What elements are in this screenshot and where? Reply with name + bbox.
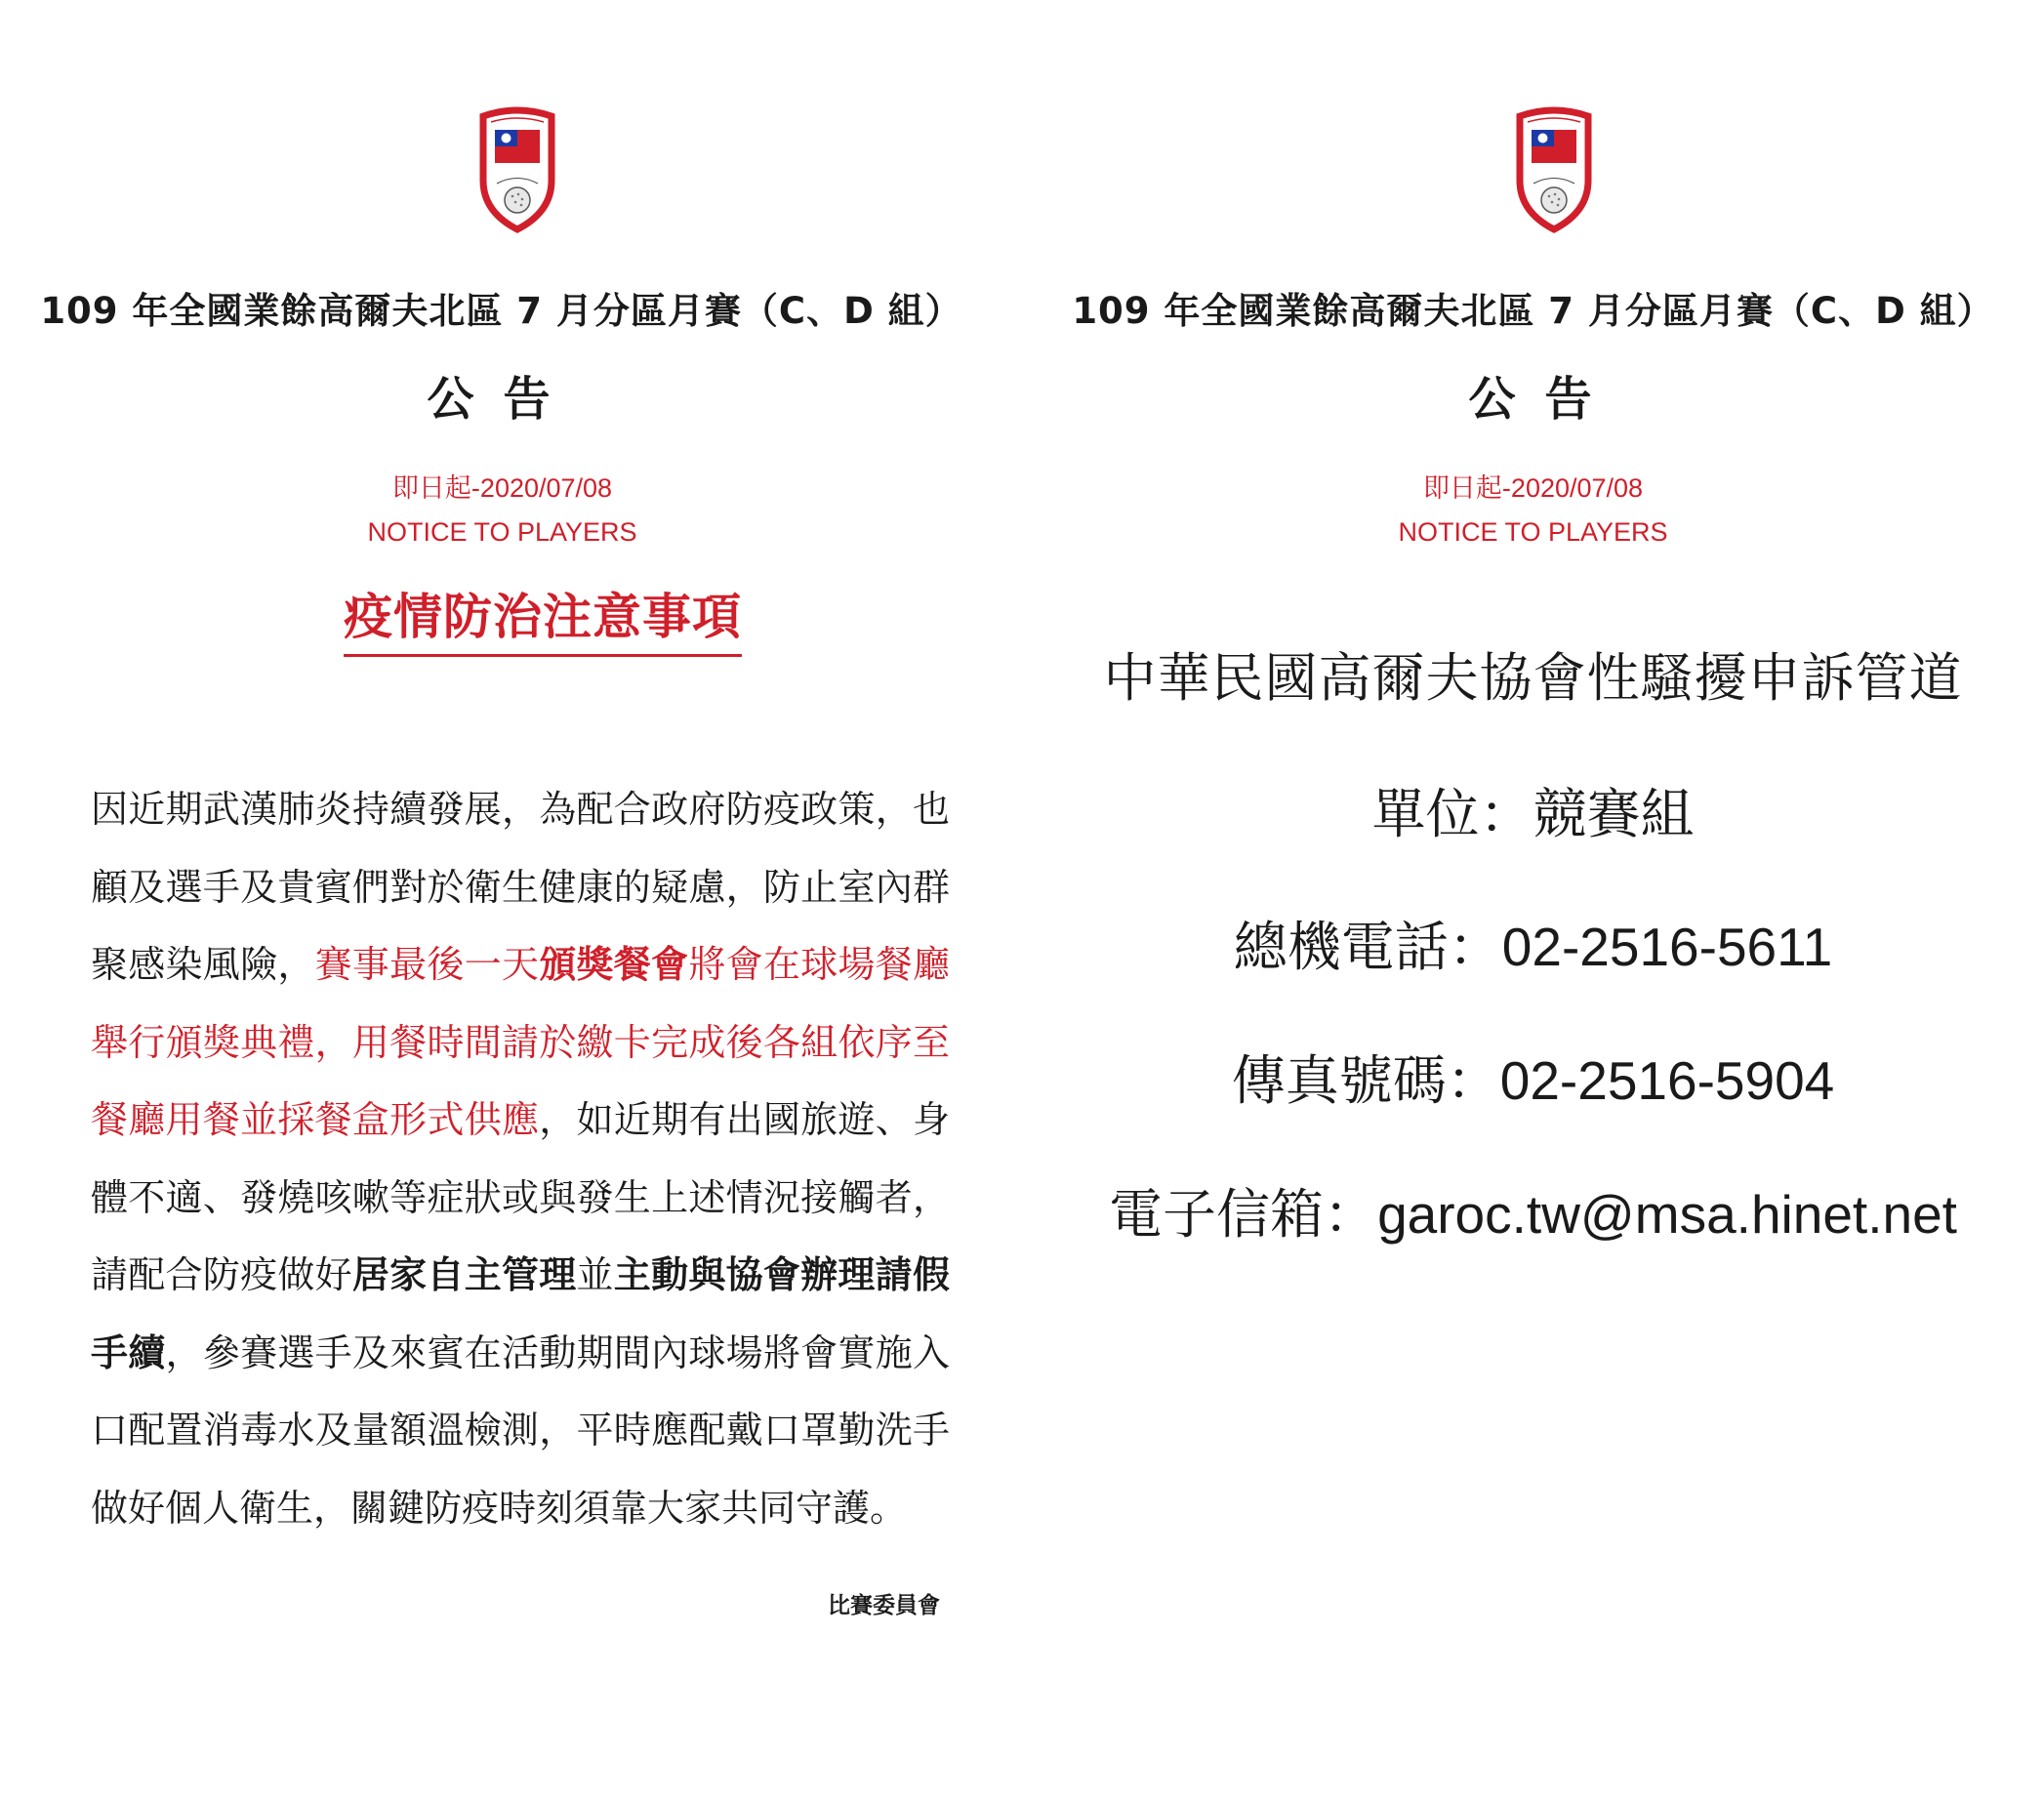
- body-text: 因近期武漢肺炎持續發展，為配合政府防疫政策，也顧及選手及貴賓們對於衛生健康的疑慮，防止室內群聚感染風險，: [91, 788, 950, 986]
- body-text: ，參賽選手及來賓在活動期間內球場將會實施入口配置消毒水及量額溫檢測，平時應配戴口罩勤洗手做好個人衛生，關鍵防疫時刻須靠大家共同守護。: [91, 1330, 950, 1530]
- email-label: 電子信箱：: [1109, 1183, 1378, 1246]
- notice-body: [91, 771, 950, 1547]
- contact-email: [1022, 1171, 2044, 1248]
- notice-to-players: NOTICE TO PLAYERS: [367, 517, 637, 547]
- body-red-text: 將會在球場餐廳舉行頒獎典禮，用餐時間請於繳卡完成後各組依序至餐廳用餐並採餐盒形式供應: [91, 943, 950, 1141]
- body-text: ，如近期有出國旅遊、身體不適、發燒咳嗽等症狀或與發生上述情況接觸者，請配合防疫做好: [91, 1098, 950, 1296]
- right-page: [1022, 0, 2044, 1800]
- phone-value: 02-2516-5611: [1501, 917, 1833, 977]
- body-red-bold-text: 頒獎餐會: [539, 943, 689, 986]
- body-text: 並: [576, 1253, 614, 1296]
- garoc-logo-icon: [1510, 102, 1598, 234]
- phone-label: 總機電話：: [1233, 916, 1502, 978]
- effective-date: 即日起-2020/07/08: [391, 473, 613, 503]
- effective-date: 即日起-2020/07/08: [1422, 473, 1644, 503]
- contact-fax: [1022, 1038, 2044, 1115]
- body-bold-text: 主動與協會辦理請假手續: [91, 1253, 950, 1374]
- unit-value: 競賽組: [1533, 783, 1695, 845]
- garoc-logo-icon: [473, 102, 561, 234]
- fax-label: 傳真號碼：: [1231, 1049, 1500, 1112]
- notice-to-players: NOTICE TO PLAYERS: [1398, 517, 1668, 547]
- signature: 比賽委員會: [828, 1593, 940, 1618]
- announcement-heading: 公告: [427, 372, 580, 427]
- unit-label: 單位：: [1371, 783, 1533, 845]
- harassment-complaint-title: 中華民國高爾夫協會性騷擾申訴管道: [1103, 647, 1963, 709]
- tournament-title: 109 年全國業餘高爾夫北區 7 月分區月賽（C、D 組）: [40, 290, 962, 332]
- contact-unit: [1022, 771, 2044, 848]
- contact-phone: [1022, 904, 2044, 981]
- fax-value: 02-2516-5904: [1499, 1050, 1835, 1111]
- body-bold-text: 居家自主管理: [351, 1253, 577, 1296]
- email-value: garoc.tw@msa.hinet.net: [1377, 1184, 1957, 1245]
- tournament-title: 109 年全國業餘高爾夫北區 7 月分區月賽（C、D 組）: [1072, 290, 1994, 332]
- body-red-text: 賽事最後一天: [314, 943, 540, 986]
- announcement-heading: 公告: [1468, 372, 1621, 427]
- subject-heading: 疫情防治注意事項: [344, 578, 742, 657]
